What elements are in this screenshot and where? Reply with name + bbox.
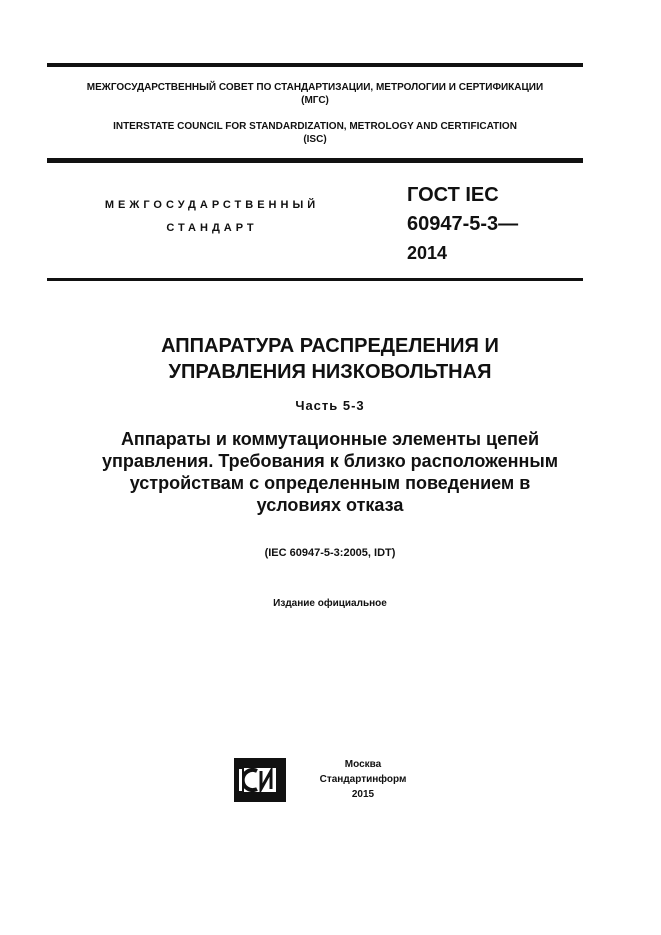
document-title (30, 333, 630, 385)
title-line1: АППАРАТУРА РАСПРЕДЕЛЕНИЯ И (161, 335, 499, 357)
imprint-city: Москва (344, 759, 382, 770)
subtitle-line4: условиях отказа (256, 495, 404, 515)
idt-reference: (IEC 60947-5-3:2005, IDT) (264, 547, 396, 559)
standard-label-line2: СТАНДАРТ (166, 222, 258, 234)
imprint-publisher: Стандартинформ (319, 774, 407, 785)
standard-code-line3: 2014 (407, 243, 448, 263)
part-number: Часть 5-3 (295, 398, 365, 413)
edition-note: Издание официальное (273, 598, 387, 609)
standard-code (407, 181, 577, 268)
standartinform-logo-icon (233, 757, 287, 803)
council-ru-line1: МЕЖГОСУДАРСТВЕННЫЙ СОВЕТ ПО СТАНДАРТИЗАЦИИ, МЕТРОЛОГИИ И СЕРТИФИКАЦИИ (86, 82, 544, 93)
council-en-line1: INTERSTATE COUNCIL FOR STANDARDIZATION, METROLOGY AND CERTIFICATION (113, 121, 517, 132)
standard-code-line2: 60947-5-3— (407, 213, 519, 235)
council-ru-line2: (МГС) (301, 95, 329, 106)
council-name-ru (47, 81, 583, 107)
subtitle-line2: управления. Требования к близко расположенным (101, 451, 559, 471)
top-rule (47, 63, 583, 67)
subtitle-line3: устройствам с определенным поведением в (129, 473, 531, 493)
standard-label-line1: МЕЖГОСУДАРСТВЕННЫЙ (104, 199, 320, 211)
code-rule (47, 278, 583, 281)
council-en-line2: (ISC) (303, 134, 327, 145)
council-name-en (47, 120, 583, 146)
imprint-year: 2015 (351, 789, 375, 800)
imprint (318, 757, 408, 802)
subtitle-line1: Аппараты и коммутационные элементы цепей (120, 429, 540, 449)
standard-code-line1: ГОСТ IEC (407, 184, 499, 206)
document-subtitle (30, 428, 630, 516)
title-line2: УПРАВЛЕНИЯ НИЗКОВОЛЬТНАЯ (168, 361, 492, 383)
header-rule (47, 158, 583, 163)
